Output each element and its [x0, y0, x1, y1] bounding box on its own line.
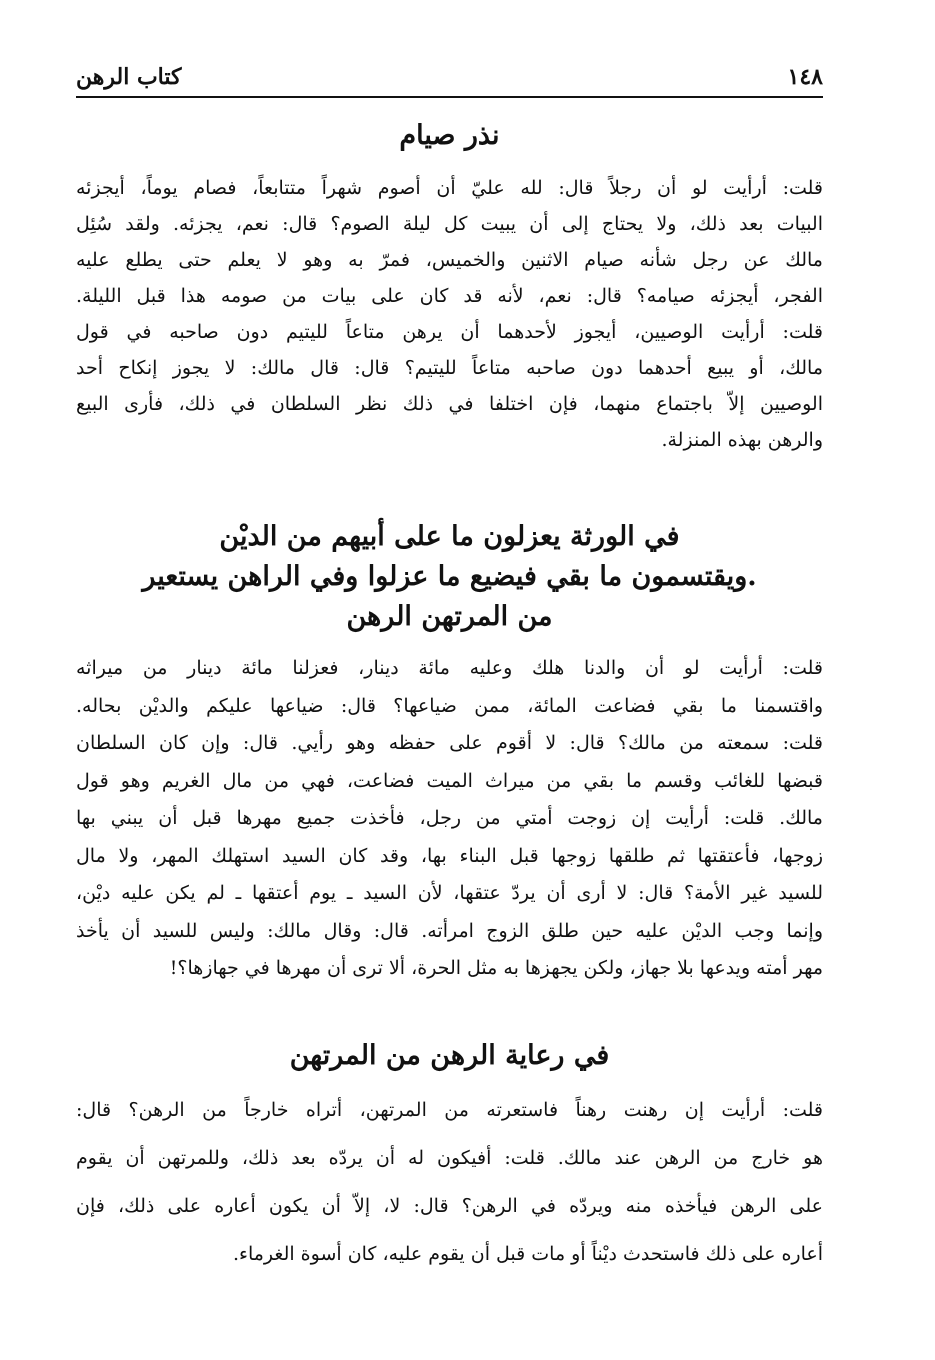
text-line: واقتسمنا ما بقي فضاعت المائة، ممن ضياعها؟ قال: ضياعها عليكم والديْن بحاله.: [76, 694, 823, 717]
heading-line: في الورثة يعزلون ما على أبيهم من الديْن: [219, 521, 680, 552]
section-heading-pledge-custody: في رعاية الرهن من المرتهن: [289, 1040, 610, 1071]
text-line: هو خارج من الرهن عند مالك. قلت: أفيكون له أن يردّه بعد ذلك، وللمرتهن أن يقوم: [76, 1147, 823, 1169]
text-line: مالك عن رجل شأنه صيام الاثنين والخميس، فمرّ به وهو لا يعلم حتى يطلع عليه: [76, 249, 823, 271]
text-line: مالك. قلت: أرأيت إن زوجت أمتي من رجل، فأخذت جميع مهرها قبل أن يبني بها: [76, 807, 823, 829]
paragraph-heirs: [76, 650, 823, 988]
section-heading-heirs: [76, 517, 823, 637]
text-line: على الرهن فيأخذه منه ويردّه في الرهن؟ قال: لا، إلاّ أن يكون أعاره على ذلك، فإن: [76, 1195, 823, 1217]
heading-line: من المرتهن الرهن: [346, 601, 553, 632]
text-line: البيات بعد ذلك، ولا يحتاج إلى أن يبيت كل ليلة الصوم؟ قال: نعم، يجزئه. ولقد سُئِل: [76, 213, 823, 235]
text-line: قلت: أرأيت لو أن رجلاً قال: لله عليّ أن أصوم شهراً متتابعاً، فصام يوماً، أيجزئه: [76, 177, 823, 199]
text-line: قلت: أرأيت إن رهنت رهناً فاستعرته من المرتهن، أتراه خارجاً من الرهن؟ قال:: [76, 1099, 823, 1121]
heading-line: .ويقتسمون ما بقي فيضيع ما عزلوا وفي الراهن يستعير: [142, 561, 757, 592]
text-line: زوجها، فأعتقتها ثم طلقها زوجها قبل البناء بها، وقد كان السيد استهلك المهر، ولا مال: [76, 844, 823, 867]
paragraph-pledge-custody: [76, 1086, 823, 1278]
text-line: وإنما وجب الديْن عليه حين طلق الزوج امرأته. قال: وقال مالك: وليس للسيد أن يأخذ: [76, 919, 823, 942]
page-header: [76, 58, 823, 98]
text-line: والرهن بهذه المنزلة.: [661, 429, 823, 451]
text-line: مهر أمته ويدعها بلا جهاز، ولكن يجهزها به مثل الحرة، ألا ترى أن مهرها في جهازها؟!: [169, 957, 823, 979]
page-number: ١٤٨: [787, 64, 823, 90]
section-heading-vow-fasting: نذر صيام: [399, 120, 500, 151]
text-line: مالك، أو يبيع أحدهما دون صاحبه متاعاً لليتيم؟ قال: قال مالك: لا يجوز إنكاح أحد: [76, 357, 823, 379]
text-line: للسيد غير الأمة؟ قال: لا أرى أن يردّ عتقها، لأن السيد ـ يوم أعتقها ـ لم يكن عليه ديْن،: [76, 882, 823, 904]
text-line: الفجر، أيجزئه صيامه؟ قال: نعم، لأنه قد كان على بيات من صومه هذا قبل الليلة.: [76, 285, 823, 307]
text-line: قلت: أرأيت لو أن والدنا هلك وعليه مائة دينار، فعزلنا مائة دينار من ميراثه: [76, 657, 823, 679]
text-line: الوصيين إلاّ باجتماع منهما، فإن اختلفا في ذلك نظر السلطان في ذلك، فأرى البيع: [76, 393, 823, 415]
text-line: أعاره على ذلك فاستحدث ديْناً أو مات قبل أن يقوم عليه، كان أسوة الغرماء.: [232, 1243, 823, 1265]
text-line: قبضها للغائب وقسم ما بقي من ميراث الميت فضاعت، فهي من مال الغريم وهو قول: [76, 769, 823, 792]
paragraph-vow-fasting: [76, 170, 823, 458]
running-title: كتاب الرهن: [76, 64, 182, 90]
text-line: قلت: أرأيت الوصيين، أيجوز لأحدهما أن يرهن متاعاً لليتيم دون صاحبه في قول: [76, 321, 823, 343]
text-line: قلت: سمعته من مالك؟ قال: لا أقوم على حفظه وهو رأيي. قال: وإن كان السلطان: [76, 732, 823, 754]
